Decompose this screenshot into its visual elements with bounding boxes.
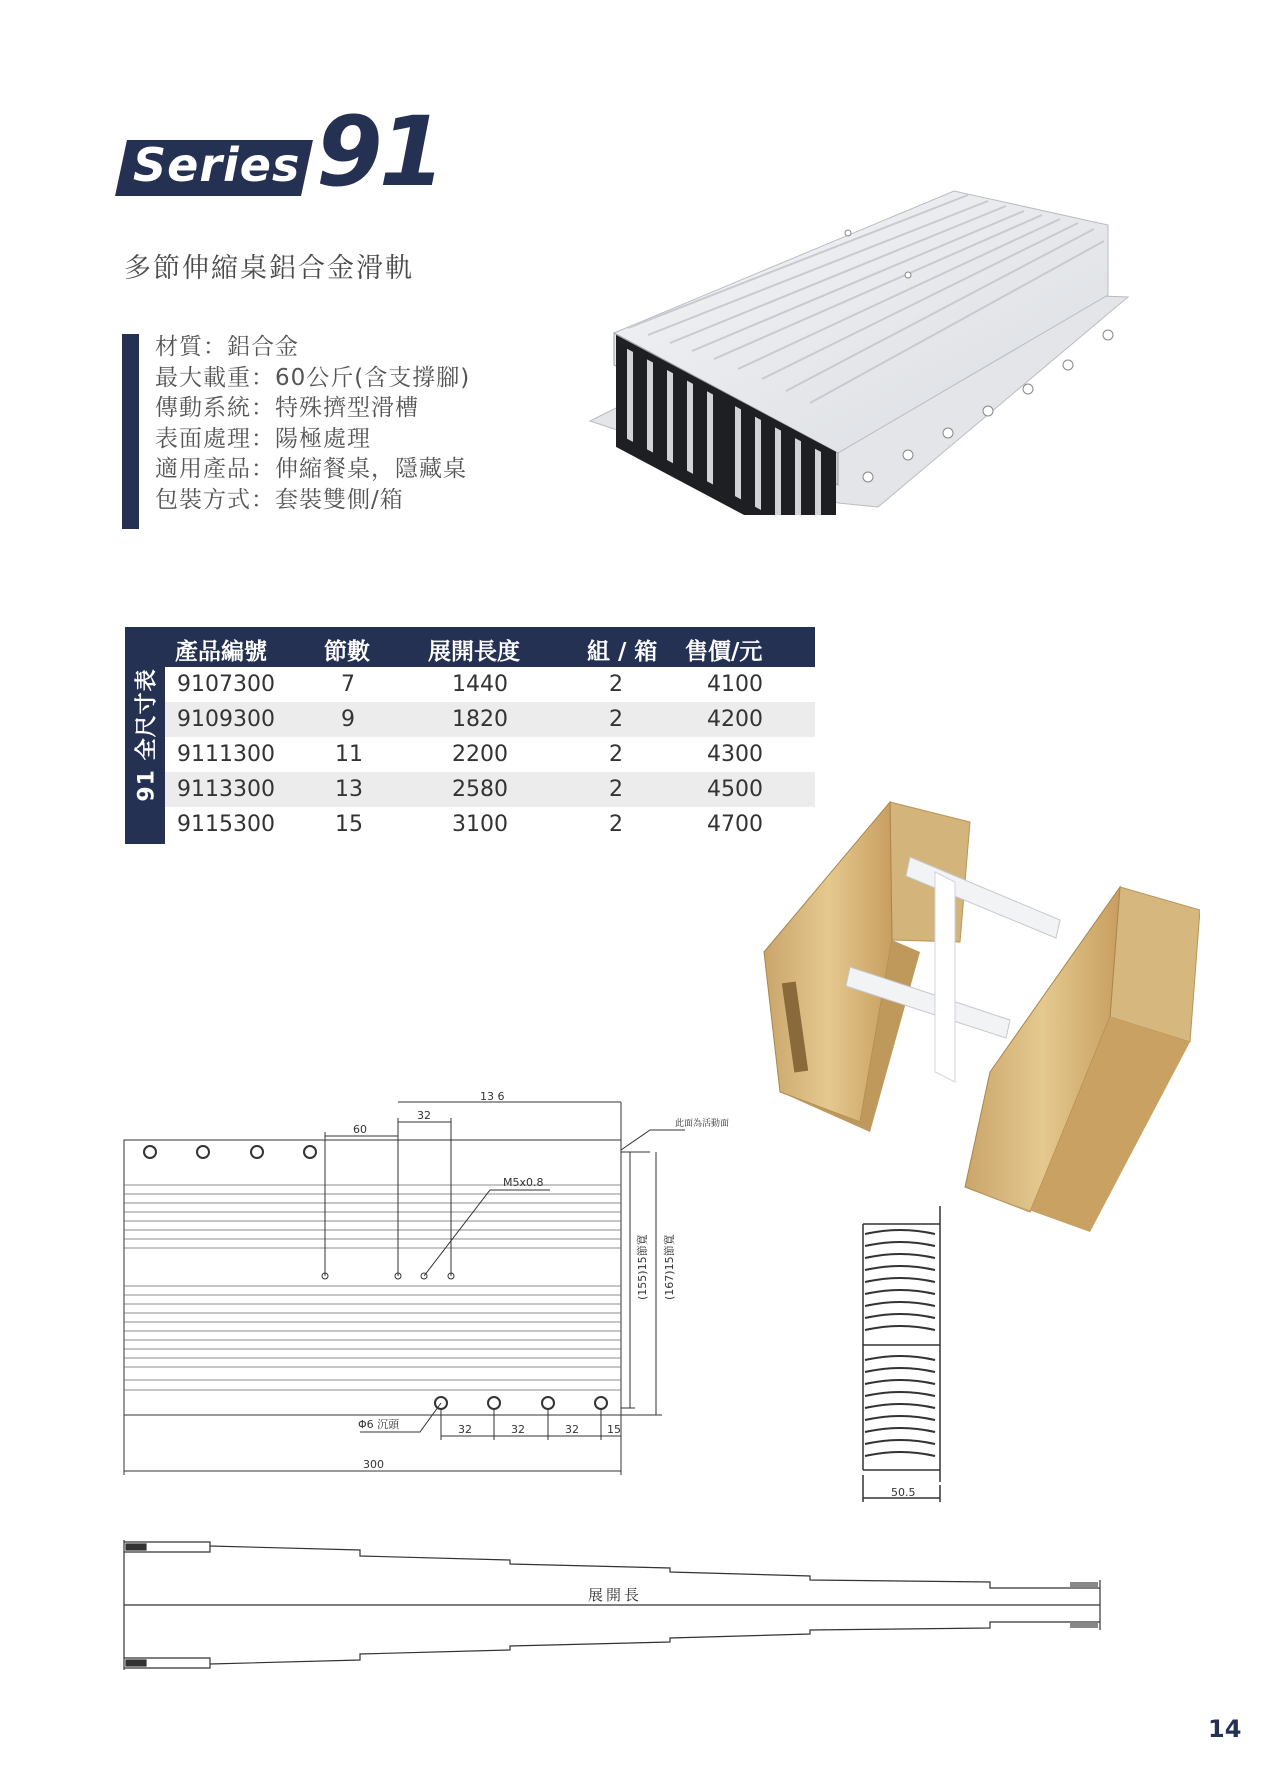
spec-material: 材質：鋁合金 <box>155 334 299 360</box>
cell-price: 4200 <box>707 707 763 732</box>
cell-sections: 7 <box>341 672 355 697</box>
cell-extended-length: 2580 <box>452 777 508 802</box>
col-header-product-code: 產品編號 <box>175 639 267 665</box>
rail-top-view-drawing <box>110 1090 760 1490</box>
cell-product-code: 9111300 <box>177 742 275 767</box>
cell-extended-length: 1820 <box>452 707 508 732</box>
rail-profile-drawing <box>855 1200 975 1510</box>
table-side-label: 91 全尺寸表 <box>134 668 160 802</box>
cell-sets-per-box: 2 <box>609 672 623 697</box>
cell-product-code: 9109300 <box>177 707 275 732</box>
cell-extended-length: 1440 <box>452 672 508 697</box>
cell-sets-per-box: 2 <box>609 812 623 837</box>
cell-sections: 13 <box>335 777 363 802</box>
extending-table-rendering <box>760 792 1200 1232</box>
cell-sections: 9 <box>341 707 355 732</box>
col-header-sections: 節數 <box>324 639 370 665</box>
table-row <box>165 772 815 807</box>
cell-price: 4700 <box>707 812 763 837</box>
cell-product-code: 9113300 <box>177 777 275 802</box>
table-row <box>165 702 815 737</box>
note-active-face: 此面為活動面 <box>675 1119 730 1129</box>
extended-length-drawing <box>110 1530 1110 1680</box>
thread-spec: M5x0.8 <box>503 1176 544 1189</box>
series-word: Series <box>133 138 301 192</box>
table-row <box>165 807 815 842</box>
cell-sections: 11 <box>335 742 363 767</box>
series-heading <box>121 96 451 208</box>
dim-60: 60 <box>353 1123 367 1136</box>
col-header-sets-per-box: 組 / 箱 <box>587 639 658 665</box>
cell-sets-per-box: 2 <box>609 707 623 732</box>
dim-136: 13 6 <box>480 1090 505 1103</box>
col-header-extended-length: 展開長度 <box>428 639 520 665</box>
page-number: 14 <box>1208 1715 1242 1743</box>
cell-price: 4100 <box>707 672 763 697</box>
product-subtitle: 多節伸縮桌鋁合金滑軌 <box>124 253 414 284</box>
dim-32-c: 32 <box>565 1423 579 1436</box>
spec-drive-system: 傳動系統：特殊擠型滑槽 <box>155 395 419 422</box>
table-row <box>165 737 815 772</box>
aluminum-rail-photo <box>588 185 1134 515</box>
spec-accent-bar <box>122 334 139 529</box>
dim-155: (155)15節寬 <box>636 1234 649 1300</box>
dim-32-a: 32 <box>458 1423 472 1436</box>
spec-max-load: 最大載重：60公斤(含支撐腳) <box>155 364 471 391</box>
countersink-spec: Φ6 沉頭 <box>358 1418 400 1431</box>
cell-product-code: 9107300 <box>177 672 275 697</box>
table-side-label-bar <box>125 627 165 844</box>
cell-price: 4300 <box>707 742 763 767</box>
spec-list <box>155 332 470 516</box>
col-header-price: 售價/元 <box>685 639 763 665</box>
cell-sets-per-box: 2 <box>609 742 623 767</box>
cell-sections: 15 <box>335 812 363 837</box>
dim-32-top: 32 <box>417 1109 431 1122</box>
series-number: 91 <box>316 96 442 208</box>
dim-15: 15 <box>607 1423 621 1436</box>
extended-length-label: 展開長 <box>588 1586 643 1604</box>
dim-167: (167)15節寬 <box>663 1234 676 1300</box>
spec-packaging: 包裝方式：套裝雙側/箱 <box>155 486 404 513</box>
dim-300: 300 <box>363 1458 384 1471</box>
table-header <box>165 627 815 667</box>
dim-50-5: 50.5 <box>891 1486 916 1499</box>
cell-extended-length: 3100 <box>452 812 508 837</box>
spec-surface: 表面處理：陽極處理 <box>155 425 371 452</box>
dim-32-b: 32 <box>511 1423 525 1436</box>
cell-product-code: 9115300 <box>177 812 275 837</box>
cell-sets-per-box: 2 <box>609 777 623 802</box>
size-table <box>125 627 815 844</box>
spec-application: 適用產品：伸縮餐桌，隱藏桌 <box>155 456 467 483</box>
table-row <box>165 667 815 702</box>
cell-extended-length: 2200 <box>452 742 508 767</box>
cell-price: 4500 <box>707 777 763 802</box>
